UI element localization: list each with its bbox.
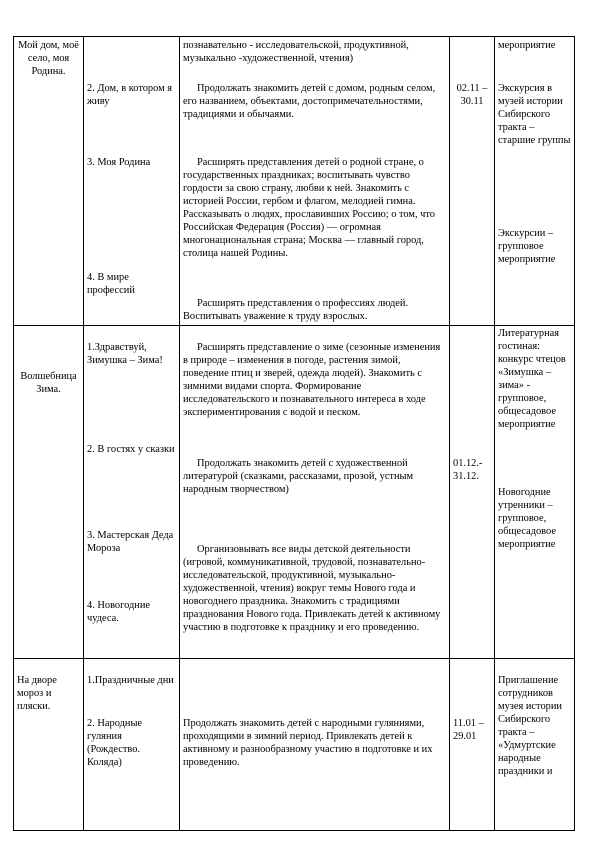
content-paragraph: Расширять представление о зиме (сезонные изменения в природе – изменения в погоде, растения зимой, поведение птиц и зверей, одежда людей). Знакомить с зимними видами спорта. Формирование исследовательского и познавательного интереса в ходе экспериментирования с водой и песком.: [183, 342, 441, 418]
content-cell: [180, 326, 450, 659]
content-paragraph: Расширять представления детей о родной стране, о государственных праздниках; воспитывать чувство гордости за свою страну, любви к ней. Знакомить с историей России, гербом и флагом, мелодией гимна. Рассказывать о людях, прославивших Россию; о том, что Российская Федерация (Россия) — огромная многонациональная страна; Москва — главный город, столица нашей Родины.: [183, 157, 436, 259]
content-paragraph: Продолжать знакомить детей с народными гуляниями, проходящими в зимний период. Привлекать детей к активному и разнообразному участию в подготовке и их проведению.: [183, 718, 433, 768]
dates-cell: [450, 326, 495, 659]
subtopic: 1.Здравствуй, Зимушка – Зима!: [87, 342, 163, 366]
theme-title: Мой дом, моё село, моя Родина.: [18, 40, 79, 77]
event-text: Новогодние утренники – групповое, общесадовое мероприятие: [498, 487, 556, 550]
subtopic: 2. В гостях у сказки: [87, 444, 175, 455]
theme-cell: [14, 659, 84, 831]
theme-cell: [14, 326, 84, 659]
table-row: [14, 37, 575, 326]
content-paragraph: Расширять представления о профессиях людей. Воспитывать уважение к труду взрослых.: [183, 298, 409, 322]
table-row: [14, 326, 575, 659]
subtopic: 4. В мире профессий: [87, 272, 135, 296]
content-paragraph: познавательно - исследовательской, продуктивной, музыкально -художественной, чтения): [183, 40, 409, 64]
subtopics-cell: [84, 37, 180, 326]
subtopic: 2. Народные гуляния (Рождество. Коляда): [87, 718, 143, 768]
content-cell: [180, 37, 450, 326]
date-range: 01.12.- 31.12.: [453, 458, 483, 482]
subtopic: 3. Мастерская Деда Мороза: [87, 530, 174, 554]
subtopics-cell: [84, 659, 180, 831]
content-paragraph: Продолжать знакомить детей с художественной литературой (сказками, рассказами, прозой, устным народным творчеством): [183, 458, 414, 495]
event-text: Экскурсия в музей истории Сибирского тракта – старшие группы: [498, 83, 571, 146]
events-cell: [495, 37, 575, 326]
event-text: Литературная гостиная: конкурс чтецов «Зимушка – зима» - групповое, общесадовое мероприятие: [498, 328, 566, 430]
event-text: мероприятие: [498, 40, 556, 51]
events-cell: [495, 659, 575, 831]
date-range: 11.01 – 29.01: [453, 718, 484, 742]
theme-cell: [14, 37, 84, 326]
events-cell: [495, 326, 575, 659]
table-row: [14, 659, 575, 831]
theme-title: На дворе мороз и пляски.: [17, 675, 57, 712]
theme-title: Волшебница Зима.: [20, 371, 77, 395]
event-text: Экскурсии – групповое мероприятие: [498, 228, 556, 265]
content-paragraph: Продолжать знакомить детей с домом, родным селом, его названием, объектами, достопримечательностями, традициями и обычаями.: [183, 83, 436, 120]
subtopics-cell: [84, 326, 180, 659]
content-cell: [180, 659, 450, 831]
dates-cell: [450, 37, 495, 326]
subtopic: 4. Новогодние чудеса.: [87, 600, 151, 624]
subtopic: 3. Моя Родина: [87, 157, 151, 168]
content-paragraph: Организовывать все виды детской деятельности (игровой, коммуникативной, трудовой, познавательно- исследовательской, продуктивной, музыкально- художественной, чтения) вокруг темы Нового года и новогоднего праздника. Знакомить с традициями празднования Нового года. Привлекать детей к активному участию в подготовке к празднику и его проведению.: [183, 544, 441, 633]
subtopic: 1.Праздничные дни: [87, 675, 174, 686]
dates-cell: [450, 659, 495, 831]
education-plan-table: [13, 36, 575, 831]
date-range: 02.11 – 30.11: [456, 83, 488, 107]
subtopic: 2. Дом, в котором я живу: [87, 83, 173, 107]
event-text: Приглашение сотрудников музея истории Сибирского тракта – «Удмуртские народные праздники и: [498, 675, 562, 777]
